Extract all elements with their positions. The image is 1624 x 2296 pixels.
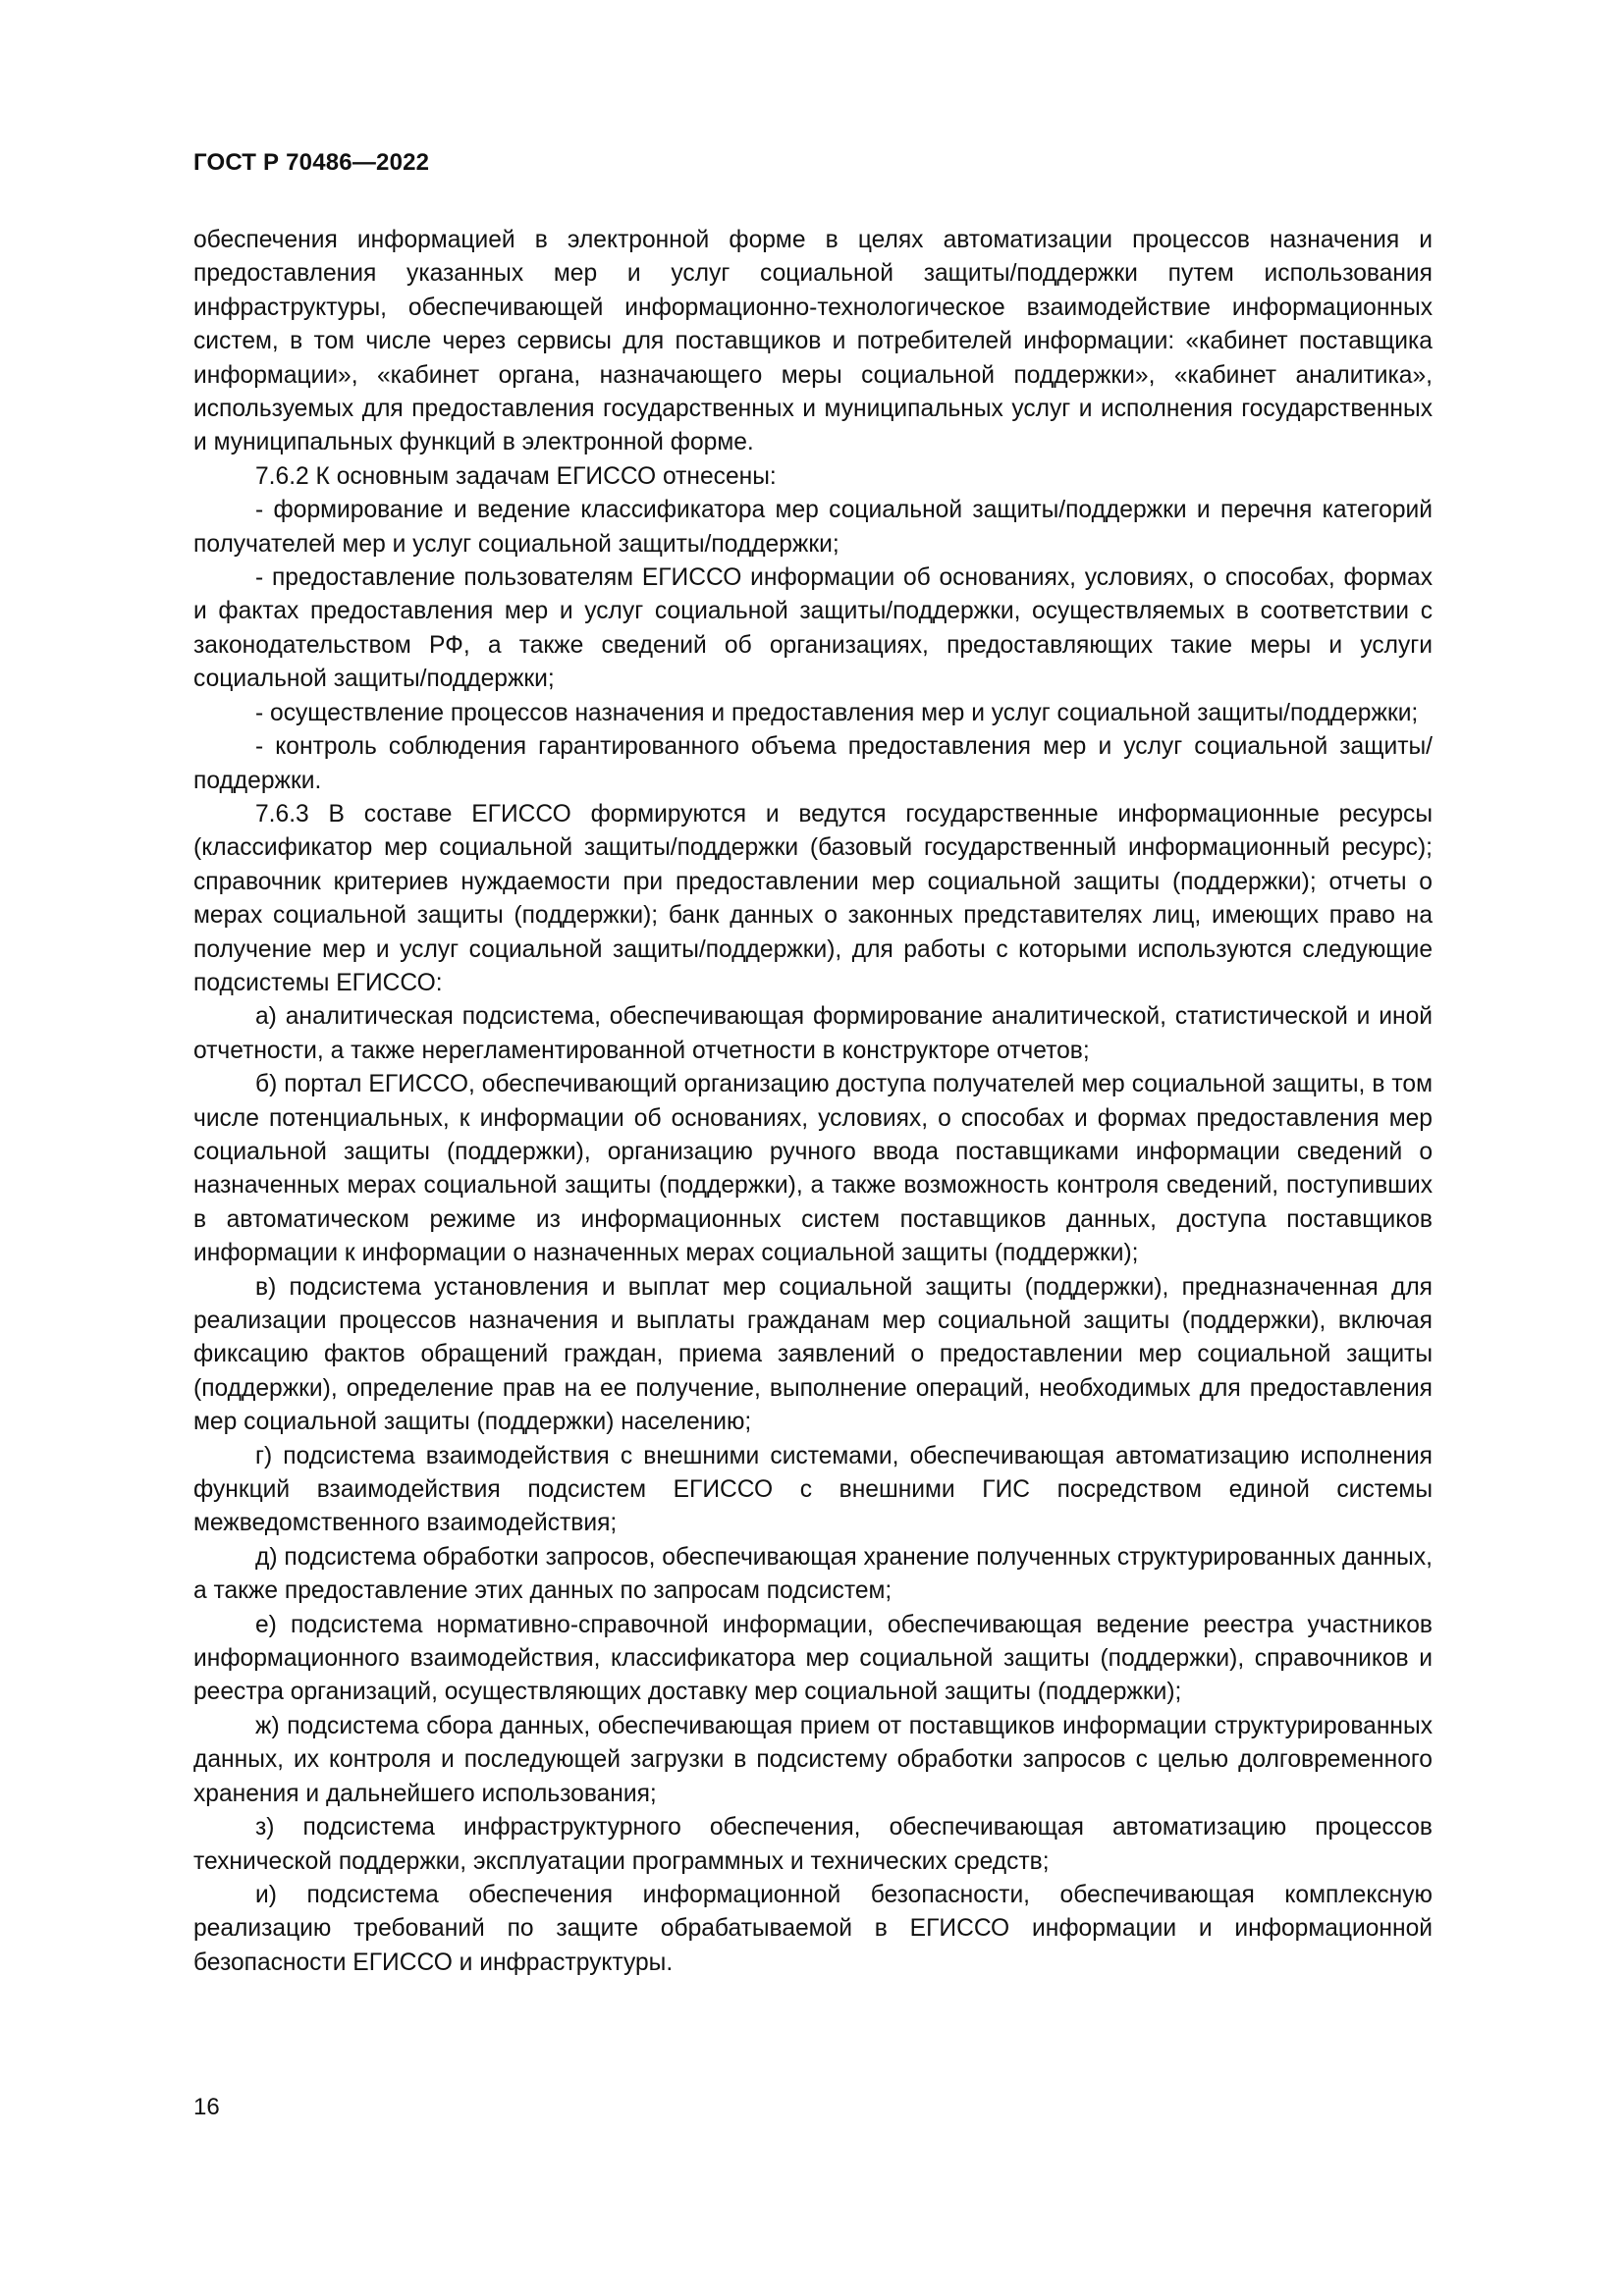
paragraph-subsystem-a: а) аналитическая подсистема, обеспечивающая формирование аналитической, статистической и иной отчетности, а также нерегламентированной отчетности в конструкторе отчетов; [193, 1003, 1433, 1064]
paragraph-subsystem-b: б) портал ЕГИССО, обеспечивающий организацию доступа получателей мер социальной защиты, в том числе потенциальных, к информации об основаниях, условиях, о способах и формах предоставления мер социальной защиты (поддержки), организацию ручного ввода поставщиками информации сведений о назначенных мерах социальной защиты (поддержки), а также возможность контроля сведений, поступивших в автоматическом режиме из информационных систем поставщиков данных, доступа поставщиков информации к информации о назначенных мерах социальной защиты (поддержки); [193, 1071, 1433, 1267]
paragraph-7-6-3: 7.6.3 В составе ЕГИССО формируются и ведутся государственные информационные ресурсы (классификатор мер социальной защиты/поддержки (базовый государственный информационный ресурс); справочник критериев нуждаемости при предоставлении мер социальной защиты (поддержки); отчеты о мерах социальной защиты (поддержки); банк данных о законных представителях лиц, имеющих право на получение мер и услуг социальной защиты/поддержки), для работы с которыми используются следующие подсистемы ЕГИССО: [193, 800, 1433, 996]
paragraph-subsystem-zh: ж) подсистема сбора данных, обеспечивающая прием от поставщиков информации структурированных данных, их контроля и последующей загрузки в подсистему обработки запросов с целью долговременного хранения и дальнейшего использования; [193, 1712, 1433, 1807]
paragraph-subsystem-z: з) подсистема инфраструктурного обеспечения, обеспечивающая автоматизацию процессов технической поддержки, эксплуатации программных и технических средств; [193, 1814, 1433, 1875]
paragraph-subsystem-e: е) подсистема нормативно-справочной информации, обеспечивающая ведение реестра участников информационного взаимодействия, классификатора мер социальной защиты (поддержки), справочников и реестра организаций, осуществляющих доставку мер социальной защиты (поддержки); [193, 1611, 1433, 1706]
paragraph-task-information: - предоставление пользователям ЕГИССО информации об основаниях, условиях, о способах, формах и фактах предоставления мер и услуг социальной защиты/поддержки, осуществляемых в соответствии с законодательством РФ, а также сведений об организациях, предоставляющих такие меры и услуги социальной защиты/поддержки; [193, 564, 1433, 693]
paragraph-7-6-2-heading: 7.6.2 К основным задачам ЕГИССО отнесены: [255, 462, 777, 490]
page-number: 16 [193, 2094, 220, 2120]
document-body [193, 224, 1433, 1980]
paragraph-subsystem-v: в) подсистема установления и выплат мер социальной защиты (поддержки), предназначенная для реализации процессов назначения и выплаты гражданам мер социальной защиты (поддержки), включая фиксацию фактов обращений граждан, приема заявлений о предоставлении мер социальной защиты (поддержки), определение прав на ее получение, выполнение операций, необходимых для предоставления мер социальной защиты (поддержки) населению; [193, 1273, 1433, 1436]
paragraph-task-classifier: - формирование и ведение классификатора мер социальной защиты/поддержки и перечня категорий получателей мер и услуг социальной защиты/поддержки; [193, 497, 1433, 558]
paragraph-continuation: обеспечения информацией в электронной форме в целях автоматизации процессов назначения и предоставления указанных мер и услуг социальной защиты/поддержки путем использования инфраструктуры, обеспечивающей информационно-технологическое взаимодействие информационных систем, в том числе через сервисы для поставщиков и потребителей информации: «кабинет поставщика информации», «кабинет органа, назначающего меры социальной поддержки», «кабинет аналитика», используемых для предоставления государственных и муниципальных услуг и исполнения государственных и муниципальных функций в электронной форме. [193, 227, 1433, 456]
paragraph-subsystem-g: г) подсистема взаимодействия с внешними системами, обеспечивающая автоматизацию исполнения функций взаимодействия подсистем ЕГИССО с внешними ГИС посредством единой системы межведомственного взаимодействия; [193, 1442, 1433, 1537]
paragraph-task-processes: - осуществление процессов назначения и предоставления мер и услуг социальной защиты/поддержки; [255, 699, 1419, 726]
document-header-code: ГОСТ Р 70486—2022 [193, 149, 430, 176]
paragraph-task-control: - контроль соблюдения гарантированного объема предоставления мер и услуг социальной защиты/поддержки. [193, 733, 1433, 794]
paragraph-subsystem-i: и) подсистема обеспечения информационной безопасности, обеспечивающая комплексную реализацию требований по защите обрабатываемой в ЕГИССО информации и информационной безопасности ЕГИССО и инфраструктуры. [193, 1881, 1433, 1976]
paragraph-subsystem-d: д) подсистема обработки запросов, обеспечивающая хранение полученных структурированных данных, а также предоставление этих данных по запросам подсистем; [193, 1543, 1433, 1605]
